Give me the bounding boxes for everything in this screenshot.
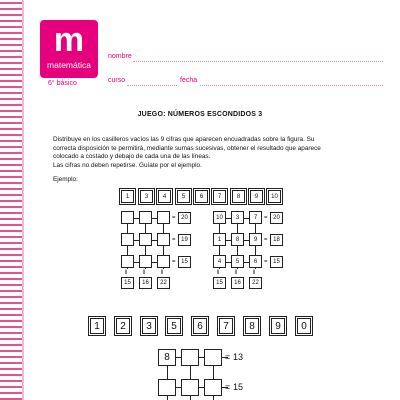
column-sum: 15 xyxy=(121,277,134,289)
puzzle-cell[interactable] xyxy=(181,379,199,396)
empty-cell[interactable] xyxy=(121,211,134,224)
empty-cell[interactable] xyxy=(139,255,152,268)
solution-cell: 6 xyxy=(249,255,262,268)
example-label: Ejemplo: xyxy=(53,176,78,183)
solution-cell: 7 xyxy=(249,211,262,224)
solution-cell: 10 xyxy=(213,211,226,224)
date-label: fecha xyxy=(180,77,198,84)
empty-cell[interactable] xyxy=(139,233,152,246)
equals-sign: = xyxy=(264,237,268,243)
row-sum: 15 xyxy=(233,382,244,392)
given-cell: 8 xyxy=(158,349,176,366)
instructions xyxy=(53,136,353,170)
equals-sign: = xyxy=(264,215,268,221)
row-sum: 20 xyxy=(178,212,191,224)
puzzle-cell[interactable] xyxy=(204,349,222,366)
instruction-line: correcta disposición te permitirá, mediante sumas sucesivas, obtener el resultado que aparece xyxy=(53,144,321,152)
grade-label: 6° básico xyxy=(48,80,77,87)
row-sum: 13 xyxy=(233,352,244,362)
equals-sign-vertical: ǁ xyxy=(235,270,238,276)
row-sum: 15 xyxy=(178,256,191,268)
empty-cell[interactable] xyxy=(157,211,170,224)
column-sum: 15 xyxy=(213,277,226,289)
empty-cell[interactable] xyxy=(139,211,152,224)
empty-cell[interactable] xyxy=(121,255,134,268)
example-digit-box: 6 xyxy=(195,190,208,203)
puzzle-digit-box: 0 xyxy=(297,318,311,334)
date-field-line[interactable] xyxy=(200,85,383,86)
course-label: curso xyxy=(108,77,126,84)
column-sum: 22 xyxy=(249,277,262,289)
example-digit-box: 7 xyxy=(213,190,226,203)
puzzle-cell[interactable] xyxy=(181,349,199,366)
column-sum: 16 xyxy=(231,277,244,289)
name-label: nombre xyxy=(108,53,132,60)
example-digit-box: 5 xyxy=(177,190,190,203)
puzzle-digit-box: 9 xyxy=(271,318,285,334)
equals-sign-vertical: ǁ xyxy=(161,270,164,276)
empty-cell[interactable] xyxy=(157,255,170,268)
puzzle-digit-box: 5 xyxy=(167,318,181,334)
equals-sign-vertical: ǁ xyxy=(125,270,128,276)
solution-cell: 8 xyxy=(231,233,244,246)
equals-sign-vertical: ǁ xyxy=(143,270,146,276)
equals-sign: = xyxy=(172,259,176,265)
empty-cell[interactable] xyxy=(121,233,134,246)
row-sum: 20 xyxy=(270,212,283,224)
solution-cell: 3 xyxy=(231,211,244,224)
course-field-line[interactable] xyxy=(127,85,177,86)
puzzle-digit-box: 7 xyxy=(219,318,233,334)
equals-sign: = xyxy=(264,259,268,265)
puzzle-cell[interactable] xyxy=(204,379,222,396)
logo-word: matemática xyxy=(47,60,91,70)
notebook-margin-line xyxy=(22,0,24,400)
example-digit-box: 8 xyxy=(232,190,245,203)
puzzle-digit-box: 8 xyxy=(245,318,259,334)
matematica-logo xyxy=(40,20,98,78)
solution-cell: 9 xyxy=(249,233,262,246)
page-title: JUEGO: NÚMEROS ESCONDIDOS 3 xyxy=(137,111,263,118)
equals-sign-vertical: ǁ xyxy=(253,270,256,276)
instruction-line: Distribuye en los casilleros vacíos las 9 cifras que aparecen encuadradas sobre la figura. Su xyxy=(53,136,315,143)
logo-letter: m xyxy=(53,21,85,59)
example-digit-box: 3 xyxy=(140,190,153,203)
example-digit-box: 9 xyxy=(250,190,263,203)
column-sum: 16 xyxy=(139,277,152,289)
equals-sign: = xyxy=(172,237,176,243)
instruction-line: Las cifras no deben repetirse. Guíate por el ejemplo. xyxy=(53,161,202,169)
row-sum: 15 xyxy=(270,256,283,268)
example-digit-box: 10 xyxy=(268,190,281,203)
equals-sign: = xyxy=(172,215,176,221)
puzzle-digit-box: 6 xyxy=(193,318,207,334)
row-sum: 19 xyxy=(178,234,191,246)
puzzle-digit-box: 3 xyxy=(142,318,156,334)
name-field-line[interactable] xyxy=(133,61,383,62)
puzzle-digit-box: 2 xyxy=(116,318,130,334)
empty-cell[interactable] xyxy=(157,233,170,246)
row-sum: 18 xyxy=(270,234,283,246)
equals-sign: = xyxy=(225,352,231,362)
solution-cell: 4 xyxy=(213,255,226,268)
equals-sign: = xyxy=(225,382,231,392)
notebook-spiral-border xyxy=(0,0,24,400)
instruction-line: colocado a costado y debajo de cada una de las líneas. xyxy=(53,153,211,161)
puzzle-cell[interactable] xyxy=(158,379,176,396)
column-sum: 22 xyxy=(157,277,170,289)
puzzle-digit-box: 1 xyxy=(90,318,104,334)
example-digit-box: 4 xyxy=(158,190,171,203)
example-digit-box: 1 xyxy=(121,190,134,203)
solution-cell: 5 xyxy=(231,255,244,268)
equals-sign-vertical: ǁ xyxy=(217,270,220,276)
solution-cell: 1 xyxy=(213,233,226,246)
